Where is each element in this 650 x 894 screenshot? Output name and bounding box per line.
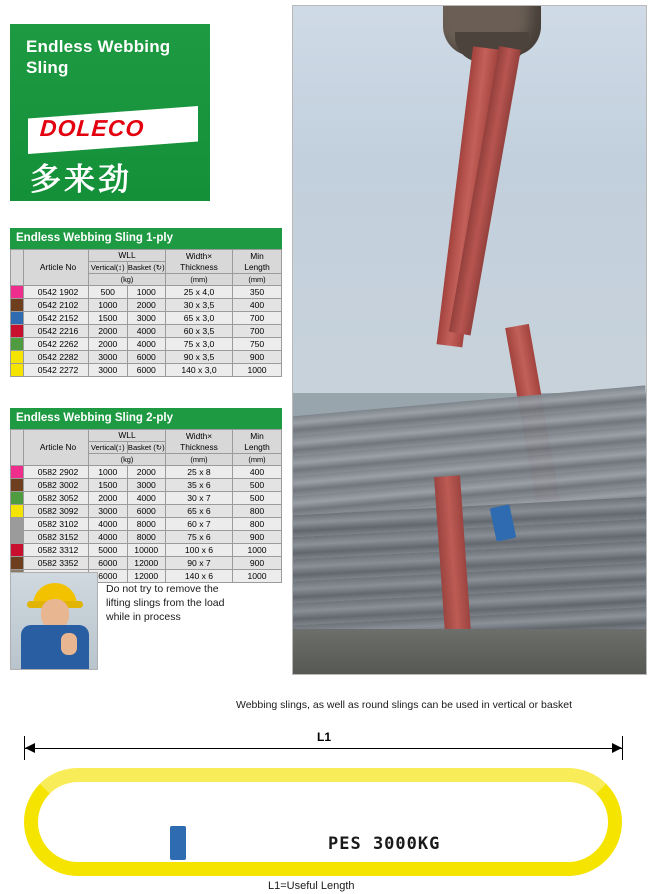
table-row: [11, 557, 282, 570]
cell-min: 1000: [233, 364, 282, 377]
cell-min: 400: [233, 299, 282, 312]
cell-basket: 4000: [127, 492, 166, 505]
color-swatch: [11, 492, 24, 505]
th-min-length: Min Length: [233, 430, 282, 454]
cell-wt: 65 x 3,0: [166, 312, 233, 325]
color-swatch: [11, 505, 24, 518]
cell-wt: 60 x 7: [166, 518, 233, 531]
color-swatch: [11, 518, 24, 531]
cell-article: 0582 3312: [24, 544, 89, 557]
cell-article: 0582 3352: [24, 557, 89, 570]
th-wll: WLL: [89, 430, 166, 442]
cell-min: 1000: [233, 544, 282, 557]
cell-wt: 60 x 3,5: [166, 325, 233, 338]
cell-basket: 4000: [127, 325, 166, 338]
cell-vertical: 1500: [89, 479, 128, 492]
thumbs-up-icon: [61, 633, 77, 655]
cell-wt: 25 x 4,0: [166, 286, 233, 299]
color-swatch: [11, 557, 24, 570]
table-row: [11, 505, 282, 518]
cell-wt: 140 x 6: [166, 570, 233, 583]
unit-wll: (kg): [89, 274, 166, 286]
cell-basket: 3000: [127, 479, 166, 492]
cell-vertical: 3000: [89, 364, 128, 377]
page-title: Endless Webbing Sling: [26, 37, 171, 77]
cell-min: 700: [233, 312, 282, 325]
cell-basket: 2000: [127, 299, 166, 312]
cell-article: 0542 2152: [24, 312, 89, 325]
color-swatch: [11, 286, 24, 299]
cell-min: 500: [233, 492, 282, 505]
table-row: [11, 299, 282, 312]
cell-article: 0542 2272: [24, 364, 89, 377]
cell-vertical: 3000: [89, 505, 128, 518]
cell-article: 0582 3052: [24, 492, 89, 505]
sling-print-text: PES 3000KG: [328, 834, 441, 854]
cell-article: 0542 2282: [24, 351, 89, 364]
cell-wt: 140 x 3,0: [166, 364, 233, 377]
cell-article: 0542 2102: [24, 299, 89, 312]
table-row: [11, 492, 282, 505]
sling-loop-shape: [24, 768, 622, 876]
dimension-label: L1: [311, 730, 337, 744]
cell-min: 900: [233, 351, 282, 364]
usage-caption: Webbing slings, as well as round slings can be used in vertical or basket: [236, 699, 572, 711]
unit-width: (mm): [166, 454, 233, 466]
cell-min: 700: [233, 325, 282, 338]
cell-wt: 100 x 6: [166, 544, 233, 557]
th-wll-basket: Basket (↻): [127, 263, 165, 272]
table-1-header-row: [11, 250, 282, 262]
color-column-header: [11, 430, 24, 466]
cell-article: 0542 2262: [24, 338, 89, 351]
cell-vertical: 2000: [89, 338, 128, 351]
cell-wt: 25 x 8: [166, 466, 233, 479]
cell-article: 0582 2902: [24, 466, 89, 479]
cell-min: 400: [233, 466, 282, 479]
color-swatch: [11, 364, 24, 377]
th-width-thickness: Width× Thickness: [166, 250, 233, 274]
cell-vertical: 6000: [89, 557, 128, 570]
brand-header: [10, 24, 210, 201]
color-swatch: [11, 479, 24, 492]
cell-vertical: 3000: [89, 351, 128, 364]
cell-min: 1000: [233, 570, 282, 583]
table-1: [10, 249, 282, 377]
th-width-thickness: Width× Thickness: [166, 430, 233, 454]
table-1-title: Endless Webbing Sling 1-ply: [10, 228, 282, 249]
cell-vertical: 4000: [89, 531, 128, 544]
photo-ground: [293, 629, 646, 674]
cell-wt: 90 x 7: [166, 557, 233, 570]
cell-article: 0582 3152: [24, 531, 89, 544]
cell-basket: 6000: [127, 364, 166, 377]
cell-basket: 4000: [127, 338, 166, 351]
cell-vertical: 1000: [89, 299, 128, 312]
table-row: [11, 518, 282, 531]
cell-vertical: 2000: [89, 492, 128, 505]
color-swatch: [11, 325, 24, 338]
color-swatch: [11, 531, 24, 544]
unit-minlength: (mm): [233, 274, 282, 286]
table-1-body: [11, 286, 282, 377]
th-wll-basket: Basket (↻): [127, 443, 165, 452]
diagram-footer-caption: L1=Useful Length: [268, 880, 355, 892]
cell-vertical: 1500: [89, 312, 128, 325]
table-row: [11, 351, 282, 364]
cell-vertical: 500: [89, 286, 128, 299]
dimension-tick-right: [622, 736, 623, 760]
cell-basket: 1000: [127, 286, 166, 299]
table-2: [10, 429, 282, 583]
table-row: [11, 544, 282, 557]
unit-minlength: (mm): [233, 454, 282, 466]
logo-chinese-name: 多来劲: [30, 162, 132, 198]
cell-basket: 10000: [127, 544, 166, 557]
color-swatch: [11, 544, 24, 557]
cell-vertical: 4000: [89, 518, 128, 531]
cell-wt: 75 x 3,0: [166, 338, 233, 351]
cell-basket: 2000: [127, 466, 166, 479]
product-photo: [292, 5, 647, 675]
doleco-logo: [28, 106, 198, 196]
cell-vertical: 6000: [89, 570, 128, 583]
cell-article: 0542 2216: [24, 325, 89, 338]
th-min-length: Min Length: [233, 250, 282, 274]
cell-basket: 8000: [127, 531, 166, 544]
cell-vertical: 2000: [89, 325, 128, 338]
logo-wordmark: DOLECO: [39, 115, 146, 141]
cell-wt: 30 x 3,5: [166, 299, 233, 312]
th-article: Article No: [24, 250, 89, 286]
th-wll-vertical: Vertical(↕): [89, 442, 128, 454]
th-wll-vertical: Vertical(↕): [89, 262, 128, 274]
cell-min: 900: [233, 531, 282, 544]
color-column-header: [11, 250, 24, 286]
th-wll: WLL: [89, 250, 166, 262]
cell-basket: 12000: [127, 570, 166, 583]
unit-wll: (kg): [89, 454, 166, 466]
cell-wt: 35 x 6: [166, 479, 233, 492]
cell-wt: 65 x 6: [166, 505, 233, 518]
cell-basket: 12000: [127, 557, 166, 570]
cell-article: 0582 3102: [24, 518, 89, 531]
table-2-header-row: [11, 430, 282, 442]
cell-min: 500: [233, 479, 282, 492]
cell-min: 800: [233, 518, 282, 531]
spec-table-2-ply: [10, 408, 282, 583]
cell-min: 900: [233, 557, 282, 570]
cell-basket: 6000: [127, 505, 166, 518]
worker-body: [21, 625, 89, 670]
th-article: Article No: [24, 430, 89, 466]
warning-text: Do not try to remove the lifting slings from the load while in process: [106, 583, 225, 623]
cell-wt: 90 x 3,5: [166, 351, 233, 364]
sling-diagram: [6, 730, 644, 890]
table-row: [11, 479, 282, 492]
table-row: [11, 312, 282, 325]
safety-warning-block: [10, 572, 282, 668]
table-row: [11, 466, 282, 479]
cell-wt: 75 x 6: [166, 531, 233, 544]
cell-min: 750: [233, 338, 282, 351]
table-2-body: [11, 466, 282, 583]
color-swatch: [11, 351, 24, 364]
cell-basket: 3000: [127, 312, 166, 325]
cell-article: 0582 3002: [24, 479, 89, 492]
cell-article: 0582 3092: [24, 505, 89, 518]
color-swatch: [11, 299, 24, 312]
spec-table-1-ply: [10, 228, 282, 377]
cell-min: 350: [233, 286, 282, 299]
worker-photo: [10, 572, 98, 670]
table-2-title: Endless Webbing Sling 2-ply: [10, 408, 282, 429]
unit-width: (mm): [166, 274, 233, 286]
dimension-line: [24, 748, 622, 749]
sling-diagram-tag: [170, 826, 186, 860]
cell-vertical: 1000: [89, 466, 128, 479]
table-row: [11, 338, 282, 351]
cell-basket: 8000: [127, 518, 166, 531]
color-swatch: [11, 338, 24, 351]
dimension-arrow-right-icon: [612, 743, 622, 753]
cell-wt: 30 x 7: [166, 492, 233, 505]
table-row: [11, 364, 282, 377]
cell-basket: 6000: [127, 351, 166, 364]
color-swatch: [11, 312, 24, 325]
cell-article: 0542 1902: [24, 286, 89, 299]
dimension-arrow-left-icon: [25, 743, 35, 753]
cell-min: 800: [233, 505, 282, 518]
cell-vertical: 5000: [89, 544, 128, 557]
table-row: [11, 286, 282, 299]
table-row: [11, 531, 282, 544]
color-swatch: [11, 466, 24, 479]
table-row: [11, 325, 282, 338]
